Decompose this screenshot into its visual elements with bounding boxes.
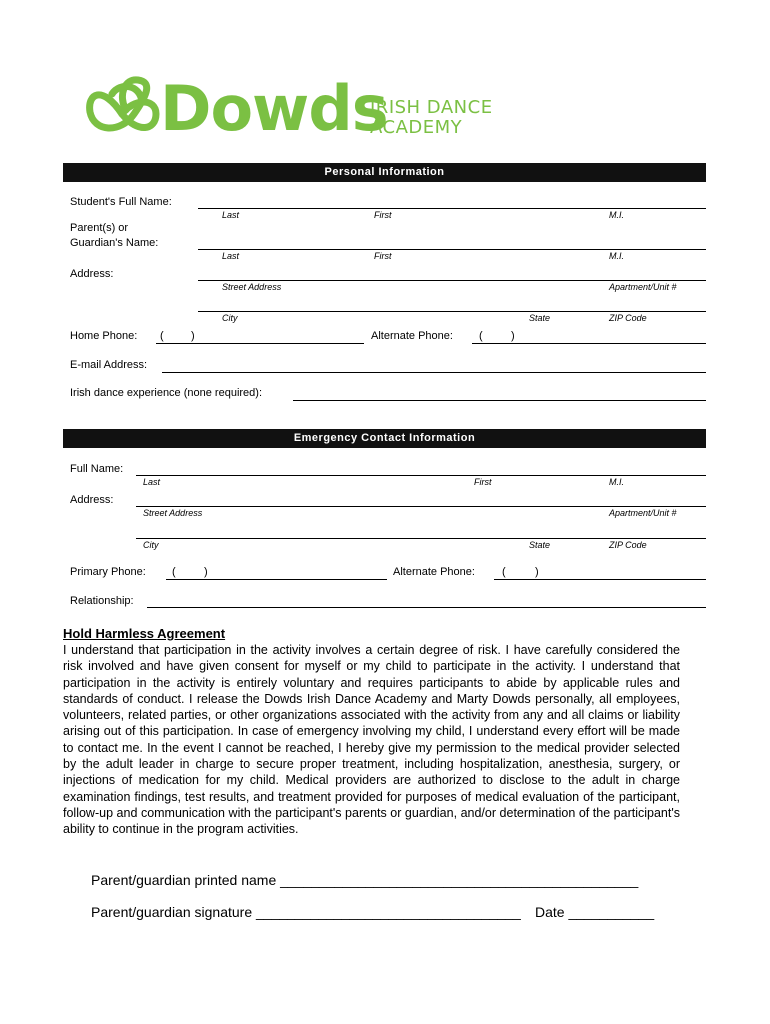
emergency-city-caption: City <box>143 540 159 550</box>
emergency-name-label: Full Name: <box>70 463 124 475</box>
primary-phone-paren-close: ) <box>204 566 208 578</box>
emergency-alt-phone-label: Alternate Phone: <box>393 566 475 578</box>
home-phone-paren-open: ( <box>160 330 164 342</box>
primary-phone-paren-open: ( <box>172 566 176 578</box>
state-caption: State <box>529 313 551 323</box>
parent-label-2: Guardian's Name: <box>70 237 159 249</box>
parent-name-field[interactable] <box>198 249 706 250</box>
home-phone-paren-close: ) <box>191 330 195 342</box>
emergency-alt-paren-close: ) <box>535 566 539 578</box>
parent-last-caption: Last <box>222 251 240 261</box>
student-mi-caption: M.I. <box>609 210 624 220</box>
emergency-zip-caption: ZIP Code <box>609 540 647 550</box>
home-phone-label: Home Phone: <box>70 330 138 342</box>
emergency-first-caption: First <box>474 477 492 487</box>
city-state-zip-field[interactable] <box>198 311 706 312</box>
date-line[interactable]: Date ___________ <box>535 904 655 920</box>
emergency-city-field[interactable] <box>136 538 706 539</box>
logo-wordmark: Dowds <box>160 72 388 145</box>
student-last-caption: Last <box>222 210 240 220</box>
alternate-phone-label: Alternate Phone: <box>371 330 453 342</box>
email-label: E-mail Address: <box>70 359 148 371</box>
parent-first-caption: First <box>374 251 392 261</box>
agreement-heading: Hold Harmless Agreement <box>63 626 226 641</box>
alternate-phone-field[interactable] <box>472 343 706 344</box>
street-address-field[interactable] <box>198 280 706 281</box>
alt-phone-paren-close: ) <box>511 330 515 342</box>
emergency-last-caption: Last <box>143 477 161 487</box>
emergency-name-field[interactable] <box>136 475 706 476</box>
alt-phone-paren-open: ( <box>479 330 483 342</box>
emergency-street-caption: Street Address <box>143 508 203 518</box>
parent-label-1: Parent(s) or <box>70 222 129 234</box>
emergency-mi-caption: M.I. <box>609 477 624 487</box>
student-name-field[interactable] <box>198 208 706 209</box>
student-name-label: Student's Full Name: <box>70 196 172 208</box>
printed-name-line[interactable]: Parent/guardian printed name ______________________________________________ <box>91 872 639 888</box>
emergency-state-caption: State <box>529 540 551 550</box>
logo-subtitle-2: ACADEMY <box>370 117 463 138</box>
city-caption: City <box>222 313 238 323</box>
home-phone-field[interactable] <box>156 343 364 344</box>
emergency-alt-phone-field[interactable] <box>494 579 706 580</box>
parent-mi-caption: M.I. <box>609 251 624 261</box>
relationship-label: Relationship: <box>70 595 134 607</box>
signature-line[interactable]: Parent/guardian signature __________________________________ <box>91 904 521 920</box>
relationship-field[interactable] <box>147 607 706 608</box>
zip-caption: ZIP Code <box>609 313 647 323</box>
agreement-body: I understand that participation in the activity involves a certain degree of risk. I have carefully considered the risk involved and have given consent for myself or my child to participate in the activity. I understand that participation in the activity is entirely voluntary and requires participants to abide by applicable rules and standards of conduct. I release the Dowds Irish Dance Academy and Marty Dowds personally, all employees, volunteers, related parties, or other organizations associated with the activity from any and all claims or liability arising out of this participation. In case of emergency involving my child, I understand every effort will be made to contact me. In the event I cannot be reached, I hereby give my permission to the medical provider selected by the adult leader in charge to secure proper treatment, including hospitalization, anesthesia, surgery, or injections of medication for my child. Medical providers are authorized to disclose to the adult in charge examination findings, test results, and treatment provided for purposes of medical evaluation of the participant, follow-up and communication with the participant's parents or guardian, and/or determination of the participant's ability to continue in the program activities. <box>63 643 680 837</box>
personal-info-header: Personal Information <box>63 163 706 182</box>
emergency-address-label: Address: <box>70 494 114 506</box>
student-first-caption: First <box>374 210 392 220</box>
experience-field[interactable] <box>293 400 706 401</box>
emergency-apt-caption: Apartment/Unit # <box>609 508 677 518</box>
emergency-alt-paren-open: ( <box>502 566 506 578</box>
primary-phone-field[interactable] <box>166 579 387 580</box>
street-caption: Street Address <box>222 282 282 292</box>
logo-subtitle-1: IRISH DANCE <box>370 97 493 118</box>
emergency-street-field[interactable] <box>136 506 706 507</box>
email-field[interactable] <box>162 372 706 373</box>
emergency-contact-header: Emergency Contact Information <box>63 429 706 448</box>
logo-knot-icon <box>82 74 162 142</box>
primary-phone-label: Primary Phone: <box>70 566 146 578</box>
address-label: Address: <box>70 268 114 280</box>
experience-label: Irish dance experience (none required): <box>70 387 263 399</box>
apt-caption: Apartment/Unit # <box>609 282 677 292</box>
